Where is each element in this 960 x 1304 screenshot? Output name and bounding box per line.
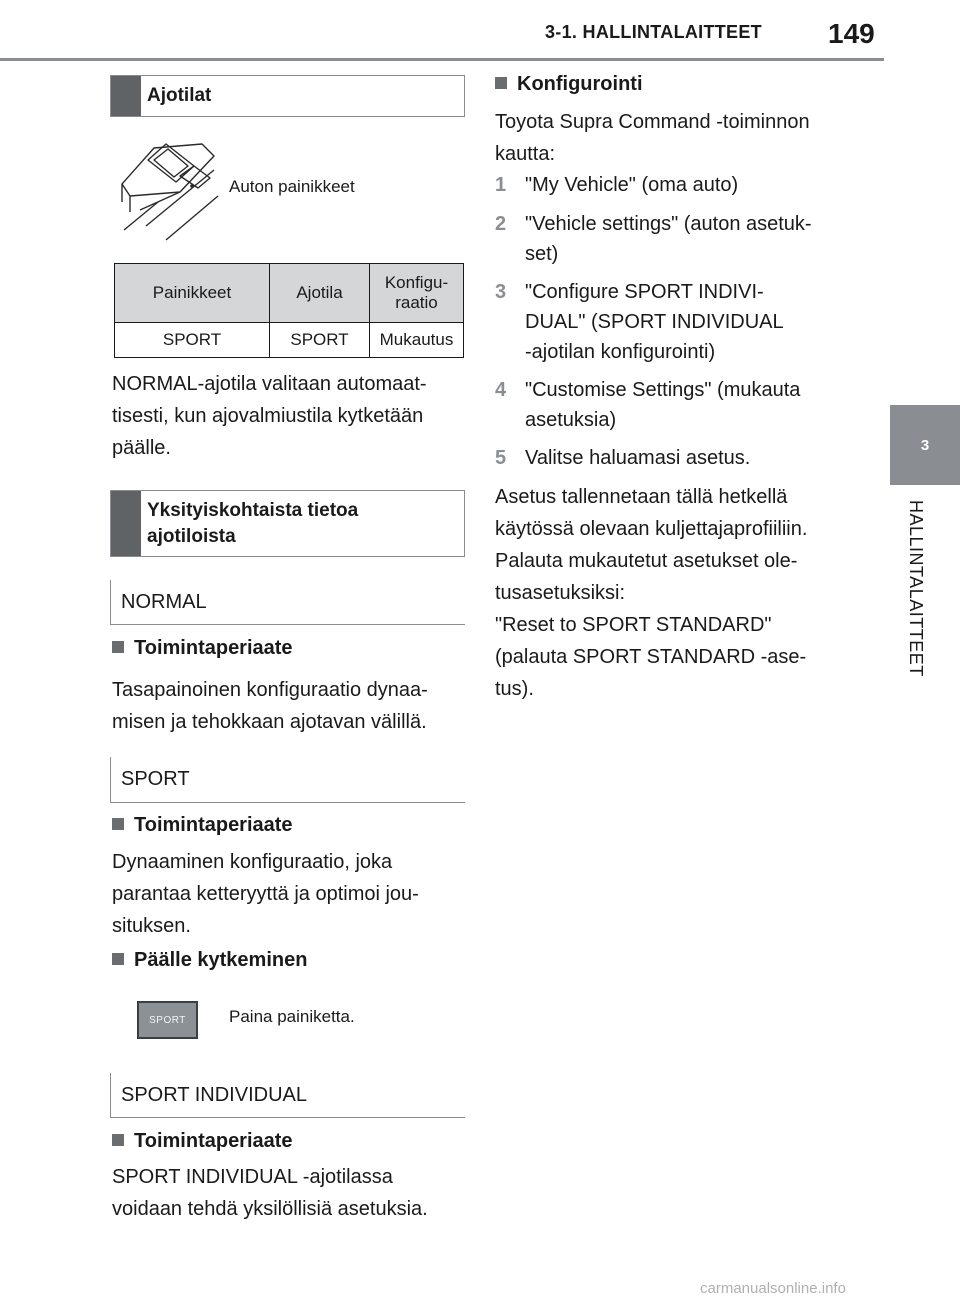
- text-line: päälle.: [112, 437, 171, 459]
- section-title: 3-1. HALLINTALAITTEET: [545, 22, 762, 42]
- text-line: Dynaaminen konfiguraatio, joka: [112, 851, 393, 873]
- text-line: Asetus tallennetaan tällä hetkellä: [495, 486, 788, 508]
- reset-paragraph: [495, 545, 806, 705]
- details-title: [147, 498, 358, 550]
- box-accent-bar: [111, 76, 141, 116]
- step-number: 2: [495, 213, 507, 235]
- sport-button-label: SPORT: [149, 1014, 186, 1026]
- step-number: 1: [495, 174, 507, 196]
- text-line: tisesti, kun ajovalmiustila kytketään: [112, 405, 424, 427]
- normal-paragraph: [112, 674, 428, 738]
- watermark: carmanualsonline.info: [700, 1280, 846, 1297]
- text-line: "My Vehicle" (oma auto): [525, 174, 739, 196]
- normal-sub-heading: [112, 634, 293, 662]
- text-line: "Configure SPORT INDIVI-: [525, 281, 764, 303]
- chapter-tab: [890, 405, 960, 485]
- step-text: [525, 443, 750, 473]
- sport-individual-section-heading: [110, 1073, 465, 1118]
- table-header-cell: Ajotila: [270, 264, 370, 323]
- bullet-square-icon: [112, 641, 124, 653]
- chapter-number: 3: [920, 436, 930, 454]
- text-line: set): [525, 243, 559, 265]
- normal-auto-paragraph: [112, 368, 427, 464]
- normal-section-heading: [110, 580, 465, 625]
- step-number: 5: [495, 447, 507, 469]
- sub-heading-text: Konfigurointi: [517, 73, 643, 95]
- configuration-sub-heading: [495, 70, 643, 98]
- step-text: [525, 209, 812, 269]
- list-item: [495, 170, 855, 200]
- text-line: "Customise Settings" (mukauta: [525, 379, 801, 401]
- table-cell: SPORT: [115, 323, 270, 358]
- step-text: [525, 170, 738, 200]
- details-box: [110, 490, 465, 557]
- text-line: -ajotilan konfigurointi): [525, 341, 716, 363]
- sport-paragraph: [112, 846, 419, 942]
- list-item: [495, 375, 855, 435]
- table-cell: Mukautus: [370, 323, 464, 358]
- text-line: DUAL" (SPORT INDIVIDUAL: [525, 311, 784, 333]
- configuration-intro: [495, 106, 810, 170]
- text-line: Yksityiskohtaista tietoa: [147, 499, 359, 521]
- text-line: asetuksia): [525, 409, 617, 431]
- console-buttons-illustration: [110, 130, 222, 242]
- text-line: SPORT INDIVIDUAL -ajotilassa: [112, 1166, 393, 1188]
- text-line: misen ja tehokkaan ajotavan välillä.: [112, 711, 427, 733]
- table-row: [115, 323, 464, 358]
- table-header-cell: Konfigu- raatio: [370, 264, 464, 323]
- box-accent-bar: [111, 491, 141, 556]
- sport-section-heading: [110, 757, 465, 803]
- bullet-square-icon: [112, 953, 124, 965]
- text-line: voidaan tehdä yksilöllisiä asetuksia.: [112, 1198, 428, 1220]
- table-cell: SPORT: [270, 323, 370, 358]
- bullet-square-icon: [112, 818, 124, 830]
- sub-heading-text: Päälle kytkeminen: [134, 949, 308, 971]
- step-number: 4: [495, 379, 507, 401]
- header-rule: [0, 58, 884, 61]
- sport-sub-heading: [112, 811, 293, 839]
- text-line: situksen.: [112, 915, 191, 937]
- text-line: tusasetuksiksi:: [495, 582, 626, 604]
- chapter-label: HALLINTALAITTEET: [906, 500, 926, 677]
- driving-modes-table: [114, 263, 464, 358]
- section-heading-text: SPORT INDIVIDUAL: [121, 1083, 307, 1106]
- sub-heading-text: Toimintaperiaate: [134, 814, 293, 836]
- text-line: tus).: [495, 678, 534, 700]
- text-line: Tasapainoinen konfiguraatio dynaa-: [112, 679, 428, 701]
- text-line: ajotiloista: [147, 525, 236, 547]
- text-line: käytössä olevaan kuljettajaprofiiliin.: [495, 518, 808, 540]
- page-number: 149: [828, 18, 875, 49]
- ajotilat-box: [110, 75, 465, 117]
- text-line: kautta:: [495, 143, 556, 165]
- text-line: "Vehicle settings" (auton asetuk-: [525, 213, 812, 235]
- activate-sub-heading: [112, 946, 307, 974]
- bullet-square-icon: [495, 77, 507, 89]
- section-heading-text: NORMAL: [121, 590, 207, 613]
- text-line: Toyota Supra Command -toiminnon: [495, 111, 810, 133]
- sport-button-caption: Paina painiketta.: [229, 1007, 355, 1026]
- image-caption: Auton painikkeet: [229, 177, 355, 196]
- step-text: [525, 277, 784, 367]
- text-line: (palauta SPORT STANDARD -ase-: [495, 646, 807, 668]
- text-line: parantaa ketteryyttä ja optimoi jou-: [112, 883, 419, 905]
- sport-individual-paragraph: [112, 1161, 428, 1225]
- text-line: NORMAL-ajotila valitaan automaat-: [112, 373, 427, 395]
- list-item: [495, 443, 855, 473]
- table-header-row: [115, 264, 464, 323]
- sport-individual-sub-heading: [112, 1127, 293, 1155]
- section-heading-text: SPORT: [121, 768, 190, 790]
- sub-heading-text: Toimintaperiaate: [134, 637, 293, 659]
- sport-button-illustration: [137, 1001, 198, 1039]
- table-header-cell: Painikkeet: [115, 264, 270, 323]
- text-line: Palauta mukautetut asetukset ole-: [495, 550, 798, 572]
- list-item: [495, 209, 855, 269]
- text-line: Valitse haluamasi asetus.: [525, 447, 751, 469]
- save-paragraph: [495, 481, 807, 545]
- step-number: 3: [495, 281, 507, 303]
- ajotilat-title: Ajotilat: [147, 85, 212, 106]
- list-item: [495, 277, 855, 367]
- bullet-square-icon: [112, 1134, 124, 1146]
- text-line: "Reset to SPORT STANDARD": [495, 614, 772, 636]
- sub-heading-text: Toimintaperiaate: [134, 1130, 293, 1152]
- step-text: [525, 375, 800, 435]
